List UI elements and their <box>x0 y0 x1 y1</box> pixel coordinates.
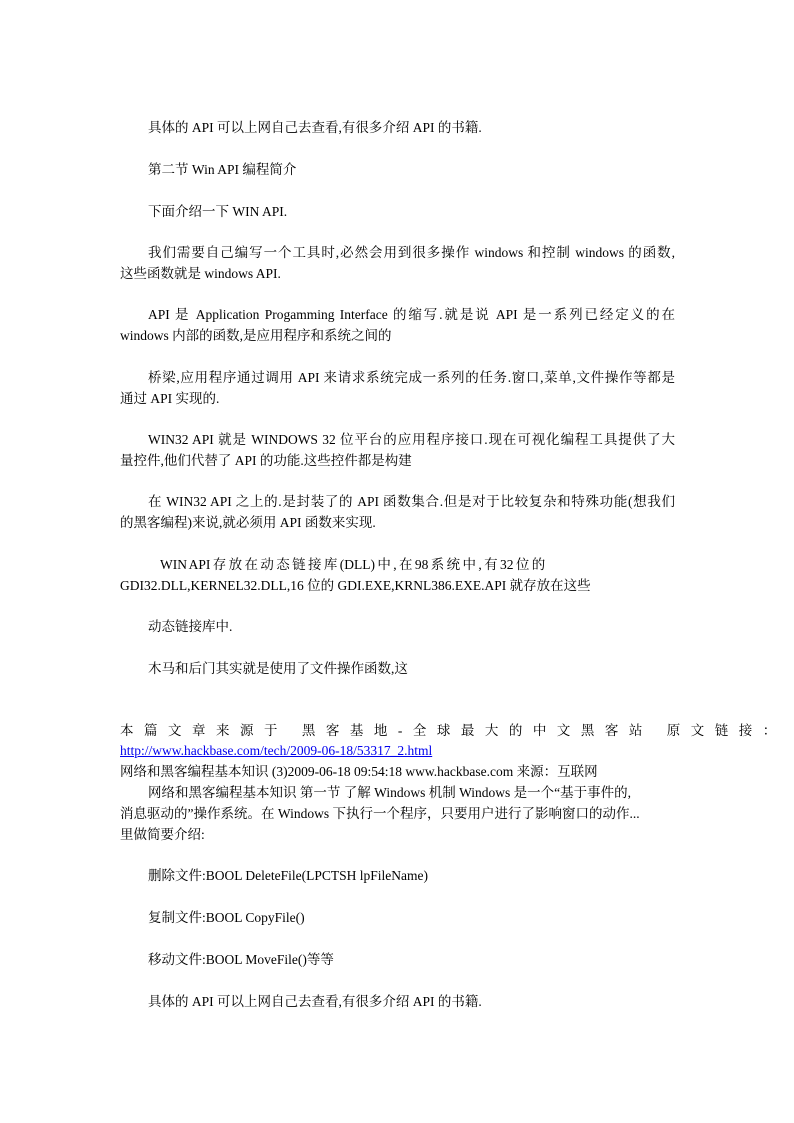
paragraph-line: 桥梁,应用程序通过调用 API 来请求系统完成一系列的任务.窗口,菜单,文件操作等都是 <box>148 370 675 385</box>
paragraph-line: GDI32.DLL,KERNEL32.DLL,16 位的 GDI.EXE,KRNL386.EXE.API 就存放在这些 <box>120 578 591 593</box>
paragraph-line: 这些函数就是 windows API. <box>120 266 281 281</box>
function-item: 复制文件:BOOL CopyFile() <box>148 910 305 925</box>
paragraph-line: 通过 API 实现的. <box>120 391 220 406</box>
function-item: 移动文件:BOOL MoveFile()等等 <box>148 952 334 967</box>
paragraph: 具体的 API 可以上网自己去查看,有很多介绍 API 的书籍. <box>148 994 482 1009</box>
excerpt-line: 网络和黑客编程基本知识 第一节 了解 Windows 机制 Windows 是一个“基于事件的, <box>148 785 632 800</box>
paragraph-line: 量控件,他们代替了 API 的功能.这些控件都是构建 <box>120 453 412 468</box>
paragraph-line: windows 内部的函数,是应用程序和系统之间的 <box>120 328 392 343</box>
source-link[interactable]: http://www.hackbase.com/tech/2009-06-18/53317_2.html <box>120 743 433 758</box>
paragraph-line: WIN32 API 就是 WINDOWS 32 位平台的应用程序接口.现在可视化编程工具提供了大 <box>148 432 675 447</box>
paragraph-line: WIN API 存 放 在 动 态 链 接 库 (DLL) 中 , 在 98 系 统 中 , 有 32 位 的 <box>160 557 546 572</box>
excerpt-line: 消息驱动的”操作系统。在 Windows 下执行一个程序，只要用户进行了影响窗口的动作... <box>120 806 640 821</box>
source-meta: 网络和黑客编程基本知识 (3)2009-06-18 09:54:18 www.hackbase.com 来源：互联网 <box>120 764 598 779</box>
paragraph-line: 的黑客编程)来说,就必须用 API 函数来实现. <box>120 515 376 530</box>
paragraph: 动态链接库中. <box>148 619 233 634</box>
excerpt-line: 里做简要介绍: <box>120 827 205 842</box>
paragraph-line: 我们需要自己编写一个工具时,必然会用到很多操作 windows 和控制 windows 的函数, <box>148 245 675 260</box>
section-heading: 第二节 Win API 编程简介 <box>148 162 297 177</box>
paragraph: 下面介绍一下 WIN API. <box>148 204 288 219</box>
paragraph-line: 在 WIN32 API 之上的.是封装了的 API 函数集合.但是对于比较复杂和特殊功能(想我们 <box>148 494 675 509</box>
paragraph-line: API 是 Application Progamming Interface 的缩写.就是说 API 是一系列已经定义的在 <box>148 307 675 322</box>
function-item: 删除文件:BOOL DeleteFile(LPCTSH lpFileName) <box>148 868 428 883</box>
source-note: 本篇文章来源于 黑客基地-全球最大的中文黑客站 原文链接： <box>120 723 787 738</box>
paragraph: 木马和后门其实就是使用了文件操作函数,这 <box>148 661 408 676</box>
paragraph: 具体的 API 可以上网自己去查看,有很多介绍 API 的书籍. <box>148 120 482 135</box>
